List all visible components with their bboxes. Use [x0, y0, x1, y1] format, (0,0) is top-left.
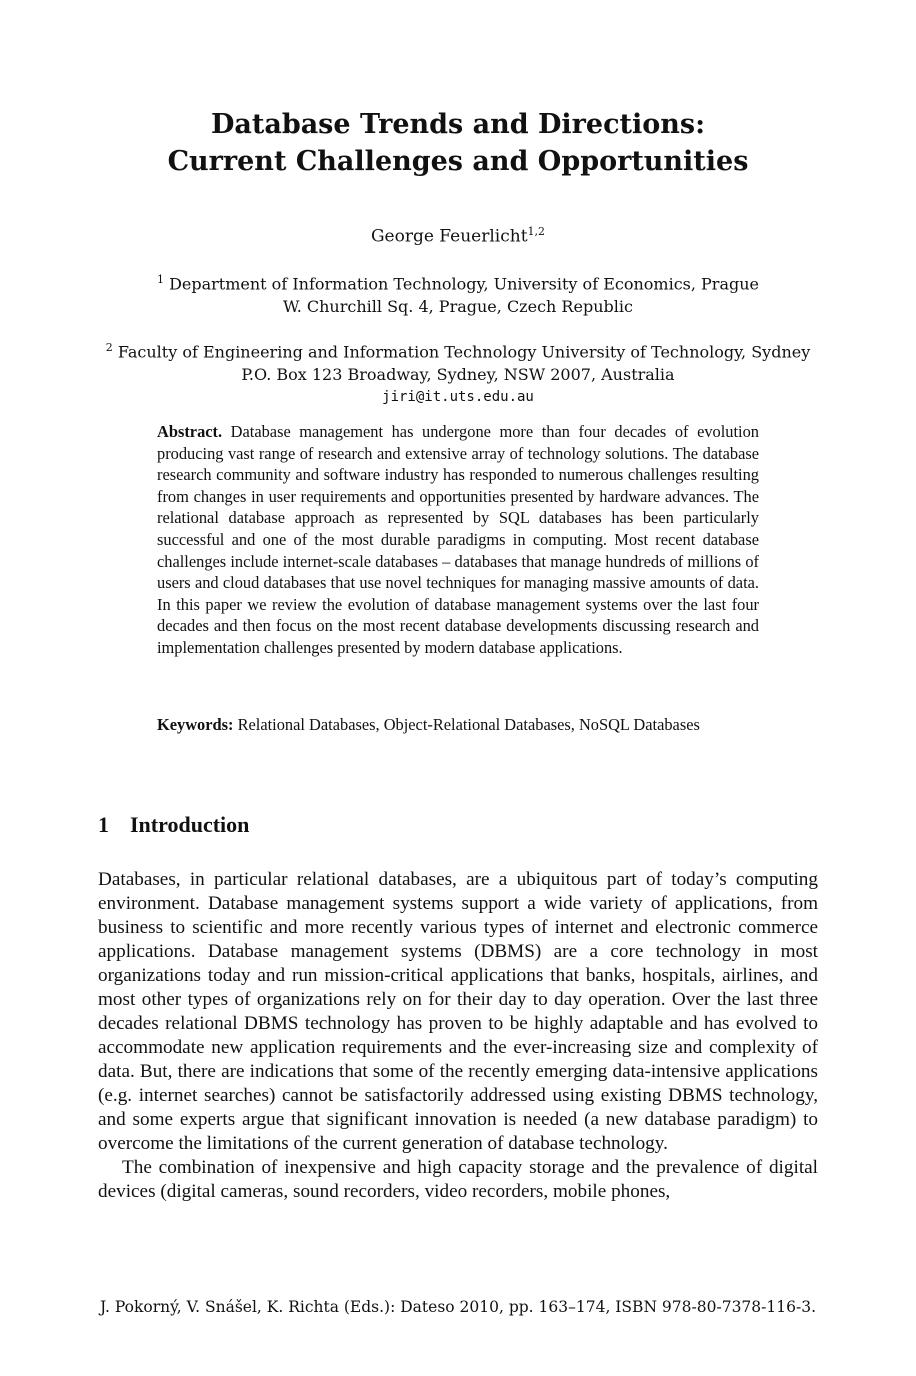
author-line	[0, 225, 916, 247]
affiliation-2	[80, 336, 836, 409]
abstract-text: Database management has undergone more than four decades of evolution producing vast range of research and extensive array of technology solutions. The database research community and software industry has responded to numerous challenges resulting from changes in user requirements and opportunities presented by hardware advances. The relational database approach as represented by SQL databases has been particularly successful and one of the most durable paradigms in computing. Most recent database challenges include internet-scale databases – databases that manage hundreds of millions of users and cloud databases that use novel techniques for managing massive amounts of data. In this paper we review the evolution of database management systems over the last four decades and then focus on the most recent database developments discussing research and implementation challenges presented by modern database applications.	[157, 422, 759, 657]
paper-title	[0, 106, 916, 180]
affiliation-1-sup: 1	[156, 273, 164, 286]
affiliation-1-line-2: W. Churchill Sq. 4, Prague, Czech Republic	[283, 297, 633, 317]
keywords-text: Relational Databases, Object-Relational Databases, NoSQL Databases	[237, 715, 700, 734]
abstract	[157, 421, 759, 659]
abstract-label: Abstract.	[157, 422, 223, 441]
keywords-label: Keywords:	[157, 715, 234, 734]
affiliation-2-line-2: P.O. Box 123 Broadway, Sydney, NSW 2007, Australia	[241, 365, 675, 385]
keywords	[157, 714, 759, 736]
section-number: 1	[98, 812, 109, 837]
paragraph-1: Databases, in particular relational databases, are a ubiquitous part of today’s computing environment. Database management systems support a wide variety of applications, from business to scientific and more recently various types of internet and electronic commerce applications. Database management systems (DBMS) are a core technology in most organizations today and run mission-critical applications that banks, hospitals, airlines, and most other types of organizations rely on for their day to day operation. Over the last three decades relational DBMS technology has proven to be highly adaptable and has evolved to accommodate new application requirements and the ever-increasing size and complexity of data. But, there are indications that some of the recently emerging data-intensive applications (e.g. internet searches) cannot be satisfactorily addressed using existing DBMS technology, and some experts argue that significant innovation is needed (a new database paradigm) to overcome the limitations of the current generation of database technology.	[98, 869, 818, 1154]
title-line-2: Current Challenges and Opportunities	[167, 146, 749, 177]
paragraph-2: The combination of inexpensive and high capacity storage and the prevalence of digital devices (digital cameras, sound recorders, video recorders, mobile phones,	[98, 1157, 818, 1202]
section-title: Introduction	[130, 812, 250, 837]
affiliation-2-sup: 2	[105, 341, 113, 354]
author-name: George Feuerlicht	[370, 226, 528, 247]
author-email: jiri@it.uts.edu.au	[382, 389, 534, 406]
affiliation-1	[80, 268, 836, 318]
page-footer: J. Pokorný, V. Snášel, K. Richta (Eds.): Dateso 2010, pp. 163–174, ISBN 978-80-7378-116-3.	[99, 1298, 817, 1316]
section-heading	[98, 812, 249, 838]
body-text	[98, 868, 818, 1204]
affiliation-2-line-1: Faculty of Engineering and Information Technology University of Technology, Sydney	[117, 342, 811, 362]
affiliation-1-line-1: Department of Information Technology, University of Economics, Prague	[169, 274, 760, 294]
title-line-1: Database Trends and Directions:	[210, 109, 706, 140]
author-superscript: 1,2	[527, 225, 546, 238]
